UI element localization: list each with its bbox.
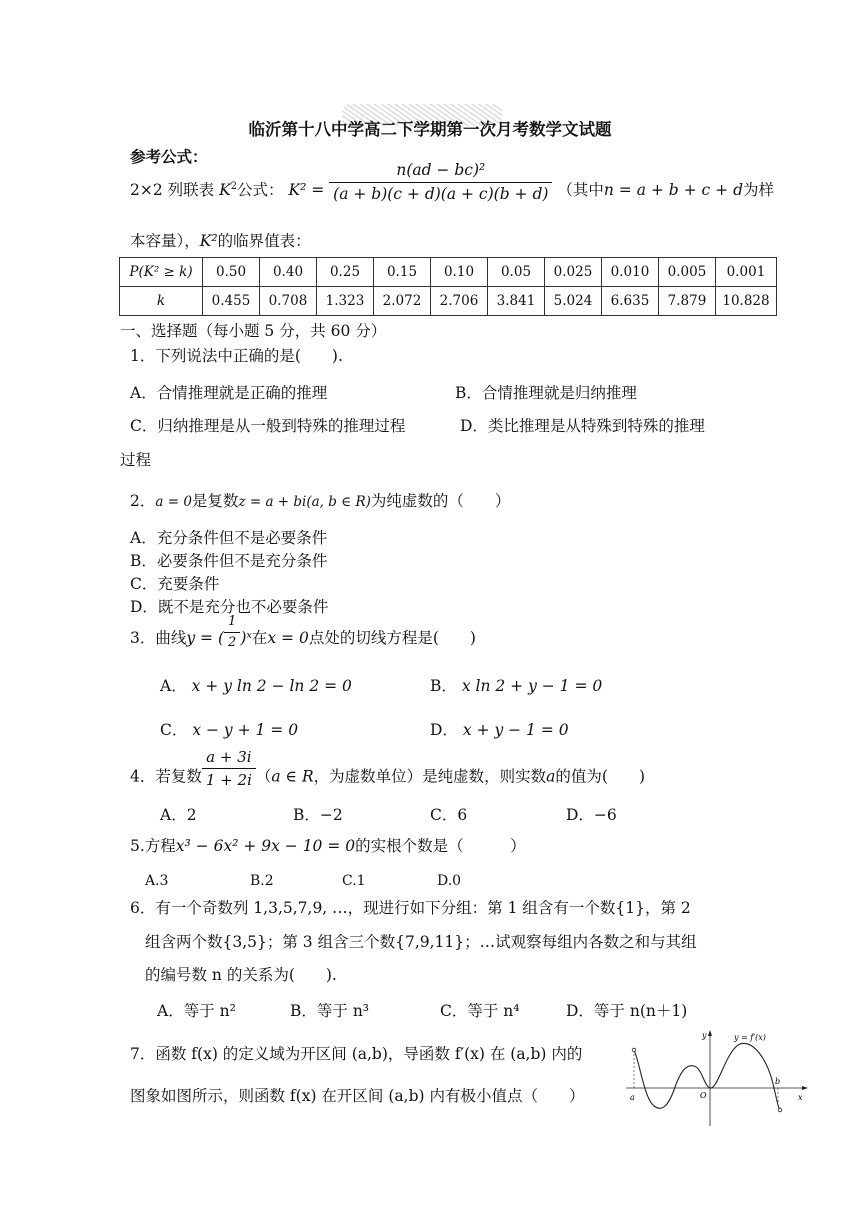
table-cell: 0.005 — [659, 258, 716, 287]
q5-tail: 的实根个数是（ ） — [355, 837, 526, 855]
q3-frac-den: 2 — [228, 634, 237, 650]
q2-number: 2． — [130, 492, 156, 510]
q6-option-a: A．等于 n² — [157, 1002, 236, 1020]
q5-equation: x³ − 6x² + 9x − 10 = 0 — [175, 837, 356, 855]
table-cell: 0.10 — [431, 258, 488, 287]
formula-note-eq: n = a + b + c + d — [603, 181, 744, 200]
y-axis-arrow — [708, 1030, 712, 1036]
q3-c-expr: x − y + 1 = 0 — [192, 721, 299, 739]
q3-at: x = 0 — [267, 629, 309, 648]
table-cell: 0.025 — [545, 258, 602, 287]
origin-label: O — [700, 1091, 707, 1100]
q7-line-2: 图象如图所示，则函数 f(x) 在开区间 (a,b) 内有极小值点（ ） — [130, 1087, 585, 1105]
q6-option-d: D．等于 n(n＋1) — [566, 1002, 688, 1020]
table-cell: 2.072 — [374, 287, 431, 316]
table-cell: 0.05 — [488, 258, 545, 287]
formula-note-4: 的临界值表： — [217, 232, 311, 250]
table-cell: 0.40 — [260, 258, 317, 287]
q4-paren: （ — [255, 767, 272, 786]
formula-lhs: K² = — [288, 181, 325, 200]
table-cell: 10.828 — [716, 287, 777, 316]
formula-lead: 2×2 列联表 — [130, 181, 215, 200]
formula-k: K — [219, 181, 231, 200]
q3-frac-num: 1 — [224, 614, 240, 633]
q6-line-2: 组含两个数{3,5}；第 3 组含三个数{7,9,11}；…试观察每组内各数之和与其组 — [145, 933, 697, 951]
table-row — [120, 258, 777, 287]
q3-b-expr: x ln 2 + y − 1 = 0 — [461, 677, 603, 695]
q2-option-d: D．既不是充分也不必要条件 — [130, 598, 329, 616]
q2-option-b: B．必要条件但不是充分条件 — [130, 552, 328, 570]
q3-option-a — [160, 674, 352, 696]
q2-expression: z = a + bi(a, b ∈ R) — [238, 494, 371, 510]
q3-d-expr: x + y − 1 = 0 — [462, 721, 569, 739]
q6-option-b: B．等于 n³ — [290, 1002, 370, 1020]
q3-number: 3．曲线 — [130, 629, 187, 648]
q4-option-a: A．2 — [160, 806, 197, 824]
x-axis-arrow — [802, 1086, 808, 1090]
q6-line-3: 的编号数 n 的关系为( ). — [145, 966, 337, 984]
b-label: b — [775, 1077, 781, 1086]
curve-label: y = f′(x) — [734, 1033, 766, 1042]
q2-mid: 是复数 — [191, 492, 239, 510]
section-heading: 一、选择题（每小题 5 分，共 60 分） — [120, 322, 387, 340]
q5-number: 5.方程 — [130, 837, 176, 855]
q3-exponent: )ˣ — [240, 629, 252, 648]
formula-note-1: （其中 — [557, 181, 604, 200]
q5-option-d: D.0 — [437, 873, 462, 889]
q3-c-label: C． — [160, 721, 188, 739]
q5-option-a: A.3 — [145, 873, 169, 889]
q1-option-d: D．类比推理是从特殊到特殊的推理 — [460, 417, 705, 435]
table-cell: 7.879 — [659, 287, 716, 316]
page-title: 临沂第十八中学高二下学期第一次月考数学文试题 — [248, 120, 612, 139]
formula-denominator: (a + b)(c + d)(a + c)(b + d) — [333, 184, 549, 203]
q4-number: 4．若复数 — [130, 767, 202, 786]
q4-option-c: C．6 — [430, 806, 468, 824]
formula-line: 2×2 列联表 $K^2$公式： K² = $\frac{\text{n(ad − bc)²}}{(a + b)(c + d)(a + c)(b + d)}$ （其中n = a + b + c + d为样 — [130, 161, 775, 203]
derivative-curve — [634, 1043, 780, 1110]
x-axis-label: x — [798, 1093, 803, 1102]
q3-mid: 在 — [251, 629, 268, 648]
formula-fraction — [329, 161, 552, 203]
table-cell: 0.15 — [374, 258, 431, 287]
formula-numerator: n(ad − bc)² — [329, 161, 552, 183]
q4-frac-num: a + 3i — [202, 748, 256, 769]
q5-option-c: C.1 — [342, 873, 366, 889]
q4-option-b: B．−2 — [293, 806, 343, 824]
q4-frac-den: 1 + 2i — [205, 771, 252, 789]
q3-lhs: y = ( — [186, 629, 225, 648]
table-cell: 0.25 — [317, 258, 374, 287]
q4-option-d: D．−6 — [566, 806, 617, 824]
formula-note-2: 为样 — [743, 181, 775, 200]
q6-line-1: 6．有一个奇数列 1,3,5,7,9, …，现进行如下分组：第 1 组含有一个数{1}，第 2 — [130, 899, 691, 917]
q1-option-a: A．合情推理就是正确的推理 — [130, 384, 328, 402]
q3-a-expr: x + y ln 2 − ln 2 = 0 — [191, 677, 352, 695]
table-header-k: k — [120, 287, 203, 316]
table-header-p: P(K² ≥ k) — [120, 258, 203, 287]
q4-fraction — [202, 748, 256, 789]
table-cell: 0.50 — [203, 258, 260, 287]
a-endpoint — [632, 1048, 636, 1052]
q3-stem — [130, 614, 476, 650]
q4-mid: ，为虚数单位）是纯虚数，则实数 — [313, 767, 547, 786]
a-label: a — [630, 1093, 635, 1102]
reference-heading: 参考公式： — [130, 147, 208, 166]
table-cell: 0.001 — [716, 258, 777, 287]
q1-stem: 1．下列说法中正确的是( ). — [130, 347, 343, 365]
q3-tail: 点处的切线方程是( ) — [308, 629, 476, 648]
q7-line-1: 7．函数 f(x) 的定义域为开区间 (a,b)，导函数 f′(x) 在 (a,b) 内的 — [130, 1045, 583, 1063]
formula-line-2 — [130, 232, 311, 251]
q4-var: a — [546, 767, 556, 786]
table-cell: 6.635 — [602, 287, 659, 316]
derivative-graph — [622, 1028, 808, 1128]
q3-option-d — [430, 718, 569, 740]
q1-option-c: C．归纳推理是从一般到特殊的推理过程 — [130, 417, 406, 435]
y-axis-label: y — [702, 1031, 707, 1040]
q2-option-c: C．充要条件 — [130, 575, 220, 593]
table-cell: 2.706 — [431, 287, 488, 316]
table-cell: 3.841 — [488, 287, 545, 316]
q4-tail: 的值为( ) — [555, 767, 646, 786]
b-endpoint — [778, 1108, 782, 1112]
q2-condition: a = 0 — [155, 494, 192, 510]
q4-stem — [130, 748, 646, 789]
table-cell: 5.024 — [545, 287, 602, 316]
q3-a-label: A． — [160, 677, 187, 695]
q5-option-b: B.2 — [250, 873, 274, 889]
q1-option-d-cont: 过程 — [120, 451, 152, 469]
q3-option-b — [430, 674, 602, 696]
q3-d-label: D． — [430, 721, 458, 739]
q3-option-c — [160, 718, 298, 740]
q6-option-c: C．等于 n⁴ — [440, 1002, 520, 1020]
q5-stem — [130, 837, 526, 856]
q3-fraction — [224, 614, 240, 650]
q2-option-a: A．充分条件但不是必要条件 — [130, 529, 328, 547]
table-cell: 0.455 — [203, 287, 260, 316]
q4-condition: a ∈ R — [271, 767, 314, 786]
table-cell: 1.323 — [317, 287, 374, 316]
q3-b-label: B． — [430, 677, 457, 695]
formula-note-k: K² — [199, 232, 218, 250]
q2-tail: 为纯虚数的（ ） — [370, 492, 511, 510]
critical-value-table — [119, 257, 777, 316]
table-row — [120, 287, 777, 316]
formula-note-3: 本容量）， — [130, 232, 200, 250]
table-cell: 0.010 — [602, 258, 659, 287]
q2-stem — [130, 492, 510, 511]
formula-label-tail: 公式： — [237, 181, 284, 200]
table-cell: 0.708 — [260, 287, 317, 316]
q1-option-b: B．合情推理就是归纳推理 — [455, 384, 637, 402]
